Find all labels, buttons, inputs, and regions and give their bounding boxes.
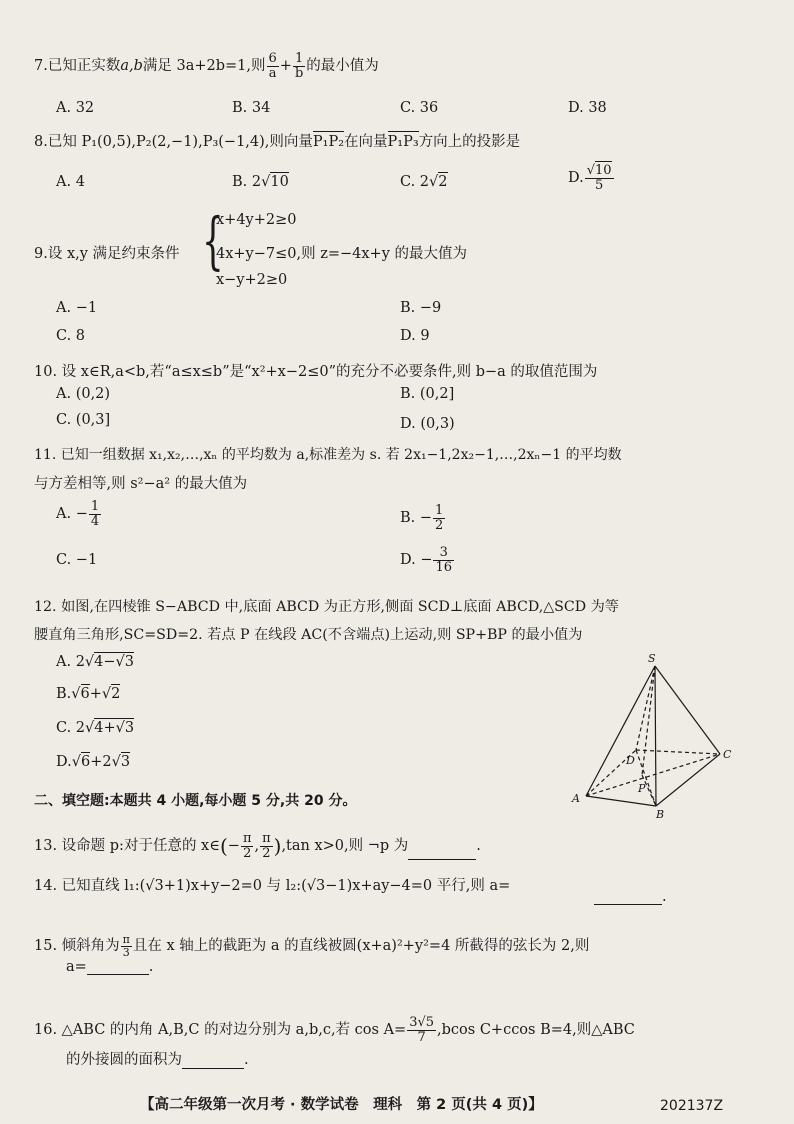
q14-text: 14. 已知直线 l₁:(√3+1)x+y−2=0 与 l₂:(√3−1)x+ay−4=0 平行,则 a=	[34, 878, 511, 894]
q16-text-line2: 的外接圆的面积为	[66, 1052, 182, 1068]
label-B: B	[656, 808, 665, 821]
q15-text-b: 且在 x 轴上的截距为 a 的直线被圆(x+a)²+y²=4 所截得的弦长为 2,则	[132, 938, 590, 955]
question-8-stem	[34, 130, 520, 151]
exam-code: 202137Z	[660, 1098, 724, 1114]
q7-option-c: C. 36	[400, 100, 439, 116]
q9-option-b: B. −9	[400, 300, 442, 316]
q13-close-paren: )	[273, 834, 282, 859]
q7-plus: +	[279, 58, 292, 75]
q8-vector-2	[388, 134, 419, 150]
q9-option-a: A. −1	[56, 300, 98, 316]
q16-end: .	[244, 1052, 249, 1068]
q12-b-radicand-2: 2	[111, 686, 121, 702]
pyramid-figure	[560, 650, 730, 820]
label-P: P	[638, 782, 646, 795]
edge-SD	[636, 666, 655, 750]
q7-vars: a,b	[120, 58, 143, 75]
q16-answer-blank[interactable]	[182, 1052, 244, 1069]
q12-c-radicand: 4+√3	[94, 720, 135, 736]
q9-constraint-1: x+4y+2≥0	[216, 212, 297, 228]
question-15-line-2	[66, 958, 153, 975]
q11-d-fraction: $\frac{3}{16}$	[435, 545, 453, 575]
q8-vec1-text: P₁P₂	[312, 134, 345, 150]
page-footer: 【高二年级第一次月考 · 数学试卷 理科 第 2 页(共 4 页)】	[140, 1097, 543, 1113]
q16-text-b: ,bcos C+ccos B=4,则△ABC	[437, 1022, 635, 1039]
label-D: D	[626, 754, 635, 767]
q8-b-radicand: 10	[270, 174, 289, 190]
q7-text-a: 7.已知正实数	[34, 58, 121, 75]
q8-option-d	[568, 164, 615, 192]
q10-option-a: A. (0,2)	[56, 386, 111, 402]
q13-neg: −	[227, 838, 240, 855]
q12-option-d: D.√6+2√3	[56, 754, 131, 770]
q11-a-prefix: A. −	[56, 506, 88, 523]
question-12-line-1: 12. 如图,在四棱锥 S−ABCD 中,底面 ABCD 为正方形,侧面 SCD⊥底面 ABCD,△SCD 为等	[34, 599, 619, 615]
q7-text-b: 满足 3a+2b=1,则	[142, 58, 266, 75]
q7-option-b: B. 34	[232, 100, 271, 116]
q10-option-d: D. (0,3)	[400, 416, 455, 432]
q11-option-d	[400, 546, 455, 574]
q7-text-c: 的最小值为	[306, 58, 379, 75]
q9-constraint-2: 4x+y−7≤0,则 z=−4x+y 的最大值为	[216, 246, 468, 262]
q11-b-prefix: B. −	[400, 510, 433, 527]
q12-b-prefix: B.	[56, 686, 72, 702]
q15-text-line2: a=	[66, 959, 87, 975]
q11-b-fraction: $\frac{1}{2}$	[435, 503, 444, 533]
q12-a-radicand: 4−√3	[94, 654, 135, 670]
q9-option-c: C. 8	[56, 328, 86, 344]
q9-brace: {	[202, 204, 224, 277]
question-15-stem	[34, 934, 589, 958]
q12-option-c: C. 2√4+√3	[56, 720, 135, 736]
edge-DC	[636, 750, 720, 754]
q13-open-paren: (	[219, 834, 228, 859]
section-2-heading: 二、填空题:本题共 4 小题,每小题 5 分,共 20 分。	[34, 793, 357, 809]
q12-d-radicand-1: 6	[80, 754, 91, 770]
diag-DB	[636, 750, 656, 806]
q12-b-radicand-1: 6	[80, 686, 90, 702]
q13-end: .	[476, 838, 481, 855]
question-11-line-2: 与方差相等,则 s²−a² 的最大值为	[34, 476, 248, 492]
q13-text-a: 13. 设命题 p:对于任意的 x∈	[34, 838, 220, 855]
q8-option-b: B. 2√10	[232, 174, 289, 190]
q8-d-fraction: $\frac{√10}{5}$	[586, 163, 612, 193]
q10-option-b: B. (0,2]	[400, 386, 455, 402]
q16-cos-fraction: $\frac{3√5}{7}$	[409, 1015, 435, 1045]
q13-hi-fraction: $\frac{\pi}{2}$	[262, 831, 271, 861]
q9-option-d: D. 9	[400, 328, 430, 344]
q8-b-prefix: B. 2	[232, 174, 262, 190]
q11-option-c: C. −1	[56, 552, 98, 568]
q7-fraction-1: $\frac{6}{a}$	[268, 51, 277, 81]
q15-text-a: 15. 倾斜角为	[34, 938, 120, 955]
edge-AB	[586, 796, 656, 806]
q8-c-prefix: C. 2	[400, 174, 430, 190]
question-10-stem: 10. 设 x∈R,a<b,若“a≤x≤b”是“x²+x−2≤0”的充分不必要条件,则 b−a 的取值范围为	[34, 364, 598, 380]
q8-vector-1	[313, 134, 344, 150]
seg-SP	[642, 666, 655, 775]
edge-SA	[586, 666, 655, 796]
q12-d-mid: +2	[90, 754, 112, 770]
q12-option-b: B.√6+√2	[56, 686, 121, 702]
q8-option-c: C. 2√2	[400, 174, 448, 190]
q13-lo-fraction: $\frac{\pi}{2}$	[242, 831, 252, 861]
q12-c-prefix: C. 2	[56, 720, 86, 736]
edge-SB	[655, 666, 656, 806]
q8-text: 8.已知 P₁(0,5),P₂(2,−1),P₃(−1,4),则向量	[34, 134, 313, 150]
q11-d-prefix: D. −	[400, 552, 433, 569]
q8-text-mid: 在向量	[344, 134, 388, 150]
q8-vec2-text: P₁P₃	[387, 134, 419, 150]
diag-AC	[586, 754, 720, 796]
q15-answer-blank[interactable]	[87, 958, 149, 975]
edge-BC	[656, 754, 720, 806]
q11-a-fraction: $\frac{1}{4}$	[90, 499, 100, 529]
q7-option-d: D. 38	[568, 100, 607, 116]
question-9-stem: 9.设 x,y 满足约束条件	[34, 246, 180, 262]
q11-option-a	[56, 500, 102, 528]
q14-answer-blank[interactable]	[594, 888, 662, 905]
question-7-stem	[34, 52, 379, 80]
q15-angle-fraction: $\frac{\pi}{3}$	[122, 933, 130, 959]
q8-option-a: A. 4	[56, 174, 85, 190]
question-11-line-1: 11. 已知一组数据 x₁,x₂,…,xₙ 的平均数为 a,标准差为 s. 若 2x₁−1,2x₂−1,…,2xₙ−1 的平均数	[34, 447, 622, 463]
question-13-stem	[34, 832, 481, 860]
q12-option-a: A. 2√4−√3	[56, 654, 135, 670]
q13-answer-blank[interactable]	[408, 843, 476, 860]
q12-a-prefix: A. 2	[56, 654, 85, 670]
q14-answer-line	[594, 888, 667, 905]
q14-end: .	[662, 889, 667, 905]
label-A: A	[572, 792, 580, 805]
q8-c-radicand: 2	[438, 174, 448, 190]
q12-d-prefix: D.	[56, 754, 72, 770]
question-14-stem	[34, 874, 510, 895]
q8-d-prefix: D.	[568, 170, 584, 187]
q8-d-den: 5	[595, 177, 604, 193]
edge-SC	[655, 666, 720, 754]
q15-end: .	[148, 959, 154, 975]
question-12-line-2: 腰直角三角形,SC=SD=2. 若点 P 在线段 AC(不含端点)上运动,则 SP+BP 的最小值为	[34, 627, 583, 643]
q12-d-radicand-2: 3	[120, 754, 131, 770]
q13-text-b: ,tan x>0,则 ¬p 为	[281, 838, 409, 855]
q16-text-a: 16. △ABC 的内角 A,B,C 的对边分别为 a,b,c,若 cos A=	[34, 1022, 407, 1039]
question-16-stem	[34, 1016, 635, 1044]
q7-fraction-2: $\frac{1}{b}$	[294, 51, 304, 81]
q12-b-mid: +	[89, 686, 102, 702]
q13-comma: ,	[254, 838, 260, 855]
label-C: C	[723, 748, 732, 761]
q8-d-radicand: 10	[595, 163, 612, 178]
q10-option-c: C. (0,3]	[56, 412, 111, 428]
q9-constraint-3: x−y+2≥0	[216, 272, 288, 288]
q11-option-b	[400, 504, 446, 532]
q8-text-end: 方向上的投影是	[418, 134, 521, 150]
q7-option-a: A. 32	[56, 100, 95, 116]
question-16-line-2	[66, 1048, 249, 1069]
label-S: S	[648, 652, 656, 665]
